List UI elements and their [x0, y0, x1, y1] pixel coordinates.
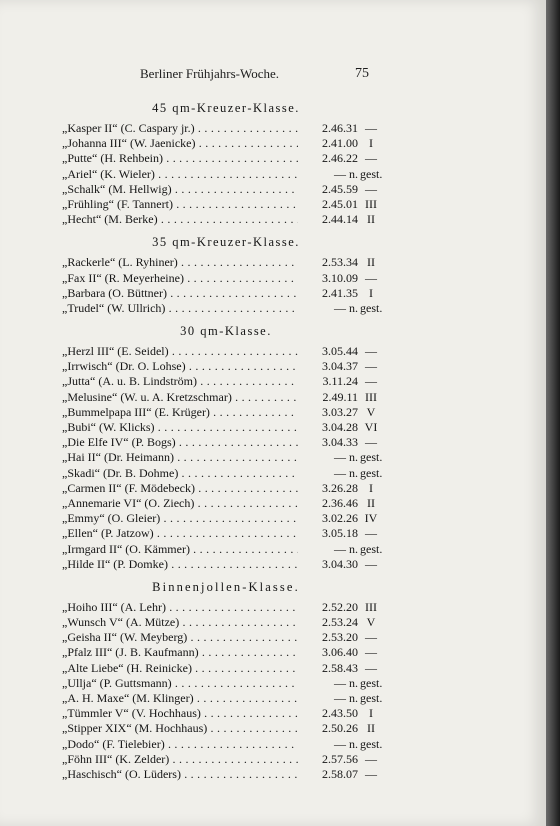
placing: — — [365, 556, 377, 571]
boat-owner: „Irrwisch“ (Dr. O. Lohse) . . . — [62, 359, 298, 374]
result-row — [62, 526, 380, 541]
placing: — — [365, 344, 377, 359]
result-row — [62, 630, 380, 645]
placing: I — [369, 706, 373, 721]
placing: — — [365, 435, 377, 450]
placing: I — [369, 285, 373, 300]
result-row — [62, 691, 383, 706]
elapsed-time: — n. — [298, 466, 358, 481]
elapsed-time: 3.04.30 — [298, 557, 358, 572]
elapsed-time: 2.41.35 — [298, 286, 358, 301]
elapsed-time: 2.53.20 — [298, 630, 358, 645]
elapsed-time: — n. — [298, 167, 358, 182]
placing: gest. — [360, 465, 383, 480]
placing: gest. — [360, 300, 383, 315]
class-heading: 35 qm-Kreuzer-Klasse. — [152, 235, 300, 250]
result-row — [62, 374, 380, 389]
boat-owner: „Melusine“ (W. u. A. Kretzschmar) . . . — [62, 390, 298, 405]
result-row — [62, 600, 380, 615]
result-row — [62, 615, 380, 630]
result-row — [62, 405, 380, 420]
placing: — — [365, 270, 377, 285]
placing: — — [365, 181, 377, 196]
result-row — [62, 541, 383, 557]
placing: — — [365, 645, 377, 660]
boat-owner: „Frühling“ (F. Tannert) . . . — [62, 197, 298, 212]
elapsed-time: 3.11.24 — [298, 374, 358, 389]
result-row — [62, 752, 380, 767]
elapsed-time: 3.26.28 — [298, 481, 358, 496]
elapsed-time: — n. — [298, 691, 358, 706]
elapsed-time: 2.46.22 — [298, 151, 358, 166]
boat-owner: „Barbara (O. Büttner) . . . — [62, 286, 298, 301]
placing: — — [365, 121, 377, 135]
boat-owner: „Pfalz III“ (J. B. Kaufmann) . . . — [62, 645, 298, 660]
result-row — [62, 359, 380, 374]
result-row — [62, 675, 383, 691]
result-row — [62, 767, 380, 782]
result-row — [62, 496, 380, 511]
boat-owner: „Jutta“ (A. u. B. Lindström) . . . — [62, 374, 298, 389]
boat-owner: „Ullja“ (P. Guttsmann) . . . — [62, 676, 298, 691]
boat-owner: „Hai II“ (Dr. Heimann) . . . — [62, 450, 298, 465]
boat-owner: „Die Elfe IV“ (P. Bogs) . . . — [62, 435, 298, 450]
elapsed-time: — n. — [298, 676, 358, 691]
placing: gest. — [360, 675, 383, 690]
boat-owner: „Trudel“ (W. Ullrich) . . . — [62, 301, 298, 316]
placing: I — [369, 480, 373, 495]
placing: VI — [364, 420, 378, 434]
page-number: 75 — [355, 66, 369, 81]
boat-owner: „Skadi“ (Dr. B. Dohme) . . . — [62, 466, 298, 481]
result-row — [62, 736, 383, 752]
elapsed-time: 2.53.34 — [298, 255, 358, 270]
boat-owner: „Bubi“ (W. Klicks) . . . — [62, 420, 298, 435]
result-row — [62, 435, 380, 450]
boat-owner: „Alte Liebe“ (H. Reinicke) . . . — [62, 661, 298, 676]
elapsed-time: 2.45.59 — [298, 182, 358, 197]
result-row — [62, 645, 380, 660]
result-row — [62, 465, 383, 481]
elapsed-time: 3.10.09 — [298, 271, 358, 286]
placing: V — [366, 615, 376, 630]
result-row — [62, 286, 380, 301]
result-row — [62, 557, 380, 572]
results-content — [62, 98, 383, 782]
running-title: Berliner Frühjahrs-Woche. — [140, 66, 280, 81]
placing: I — [369, 136, 373, 151]
results-list — [62, 255, 383, 316]
results-list — [62, 344, 383, 572]
elapsed-time: — n. — [298, 737, 358, 752]
result-row — [62, 197, 380, 212]
result-row — [62, 121, 380, 136]
elapsed-time: 2.43.50 — [298, 706, 358, 721]
boat-owner: „Haschisch“ (O. Lüders) . . . — [62, 767, 298, 782]
placing: — — [365, 630, 377, 645]
boat-owner: „Hilde II“ (P. Domke) . . . — [62, 557, 298, 572]
placing: II — [367, 495, 375, 510]
boat-owner: „Bummelpapa III“ (E. Krüger) . . . — [62, 405, 298, 420]
elapsed-time: 3.04.28 — [298, 420, 358, 435]
boat-owner: „Johanna III“ (W. Jaenicke) . . . — [62, 136, 298, 151]
boat-owner: „Emmy“ (O. Gleier) . . . — [62, 511, 298, 526]
elapsed-time: 2.58.43 — [298, 661, 358, 676]
result-row — [62, 344, 380, 359]
placing: — — [365, 359, 377, 374]
result-row — [62, 136, 380, 151]
placing: III — [365, 599, 377, 614]
placing: gest. — [360, 450, 383, 465]
elapsed-time: — n. — [298, 301, 358, 316]
elapsed-time: 2.53.24 — [298, 615, 358, 630]
result-row — [62, 706, 380, 721]
placing: gest. — [360, 541, 383, 556]
result-row — [62, 271, 380, 286]
result-row — [62, 182, 380, 197]
placing: gest. — [360, 691, 383, 705]
placing: — — [365, 766, 377, 781]
result-row — [62, 390, 380, 405]
boat-owner: „Herzl III“ (E. Seidel) . . . — [62, 344, 298, 359]
elapsed-time: 2.46.31 — [298, 121, 358, 136]
placing: III — [365, 389, 377, 404]
results-list — [62, 121, 383, 227]
book-page-edge — [546, 0, 560, 826]
boat-owner: „Annemarie VI“ (O. Ziech) . . . — [62, 496, 298, 511]
elapsed-time: 3.02.26 — [298, 511, 358, 526]
class-heading: Binnenjollen-Klasse. — [152, 579, 300, 594]
boat-owner: „Ellen“ (P. Jatzow) . . . — [62, 526, 298, 541]
result-row — [62, 212, 380, 227]
elapsed-time: 2.44.14 — [298, 212, 358, 227]
elapsed-time: 2.58.07 — [298, 767, 358, 782]
placing: — — [365, 526, 377, 541]
placing: gest. — [360, 736, 383, 751]
class-heading: 45 qm-Kreuzer-Klasse. — [152, 101, 300, 115]
elapsed-time: 2.36.46 — [298, 496, 358, 511]
boat-owner: „Stipper XIX“ (M. Hochhaus) . . . — [62, 721, 298, 736]
result-row — [62, 511, 380, 526]
placing: III — [365, 196, 377, 211]
result-row — [62, 450, 383, 465]
results-list — [62, 599, 383, 782]
boat-owner: „A. H. Maxe“ (M. Klinger) . . . — [62, 691, 298, 706]
boat-owner: „Dodo“ (F. Tielebier) . . . — [62, 737, 298, 752]
result-row — [62, 300, 383, 316]
elapsed-time: 3.05.18 — [298, 526, 358, 541]
placing: II — [367, 721, 375, 736]
elapsed-time: 3.04.33 — [298, 435, 358, 450]
placing: II — [367, 255, 375, 270]
running-head — [0, 66, 546, 86]
placing: — — [365, 151, 377, 166]
boat-owner: „Föhn III“ (K. Zelder) . . . — [62, 752, 298, 767]
elapsed-time: 3.04.37 — [298, 359, 358, 374]
elapsed-time: — n. — [298, 542, 358, 557]
result-row — [62, 661, 380, 676]
elapsed-time: 2.52.20 — [298, 600, 358, 615]
result-row — [62, 420, 380, 435]
elapsed-time: 2.45.01 — [298, 197, 358, 212]
elapsed-time: 2.41.00 — [298, 136, 358, 151]
placing: — — [365, 751, 377, 766]
boat-owner: „Hecht“ (M. Berke) . . . — [62, 212, 298, 227]
result-row — [62, 721, 380, 736]
elapsed-time: 2.49.11 — [298, 390, 358, 405]
boat-owner: „Rackerle“ (L. Ryhiner) . . . — [62, 255, 298, 270]
boat-owner: „Geisha II“ (W. Meyberg) . . . — [62, 630, 298, 645]
class-heading: 30 qm-Klasse. — [180, 324, 272, 339]
boat-owner: „Fax II“ (R. Meyerheine) . . . — [62, 271, 298, 286]
boat-owner: „Wunsch V“ (A. Mütze) . . . — [62, 615, 298, 630]
elapsed-time: — n. — [298, 450, 358, 465]
elapsed-time: 2.57.56 — [298, 752, 358, 767]
result-row — [62, 255, 380, 270]
placing: gest. — [360, 166, 383, 181]
boat-owner: „Carmen II“ (F. Mödebeck) . . . — [62, 481, 298, 496]
boat-owner: „Tümmler V“ (V. Hochhaus) . . . — [62, 706, 298, 721]
boat-owner: „Putte“ (H. Rehbein) . . . — [62, 151, 298, 166]
placing: IV — [364, 511, 378, 526]
elapsed-time: 3.06.40 — [298, 645, 358, 660]
elapsed-time: 3.03.27 — [298, 405, 358, 420]
result-row — [62, 151, 380, 166]
boat-owner: „Hoiho III“ (A. Lehr) . . . — [62, 600, 298, 615]
elapsed-time: 3.05.44 — [298, 344, 358, 359]
placing: V — [366, 404, 376, 419]
result-row — [62, 481, 380, 496]
elapsed-time: 2.50.26 — [298, 721, 358, 736]
boat-owner: „Schalk“ (M. Hellwig) . . . — [62, 182, 298, 197]
placing: — — [365, 374, 377, 389]
boat-owner: „Irmgard II“ (O. Kämmer) . . . — [62, 542, 298, 557]
boat-owner: „Kasper II“ (C. Caspary jr.) . . . — [62, 121, 298, 136]
placing: — — [365, 660, 377, 675]
placing: II — [367, 212, 375, 227]
boat-owner: „Ariel“ (K. Wieler) . . . — [62, 167, 298, 182]
result-row — [62, 166, 383, 182]
